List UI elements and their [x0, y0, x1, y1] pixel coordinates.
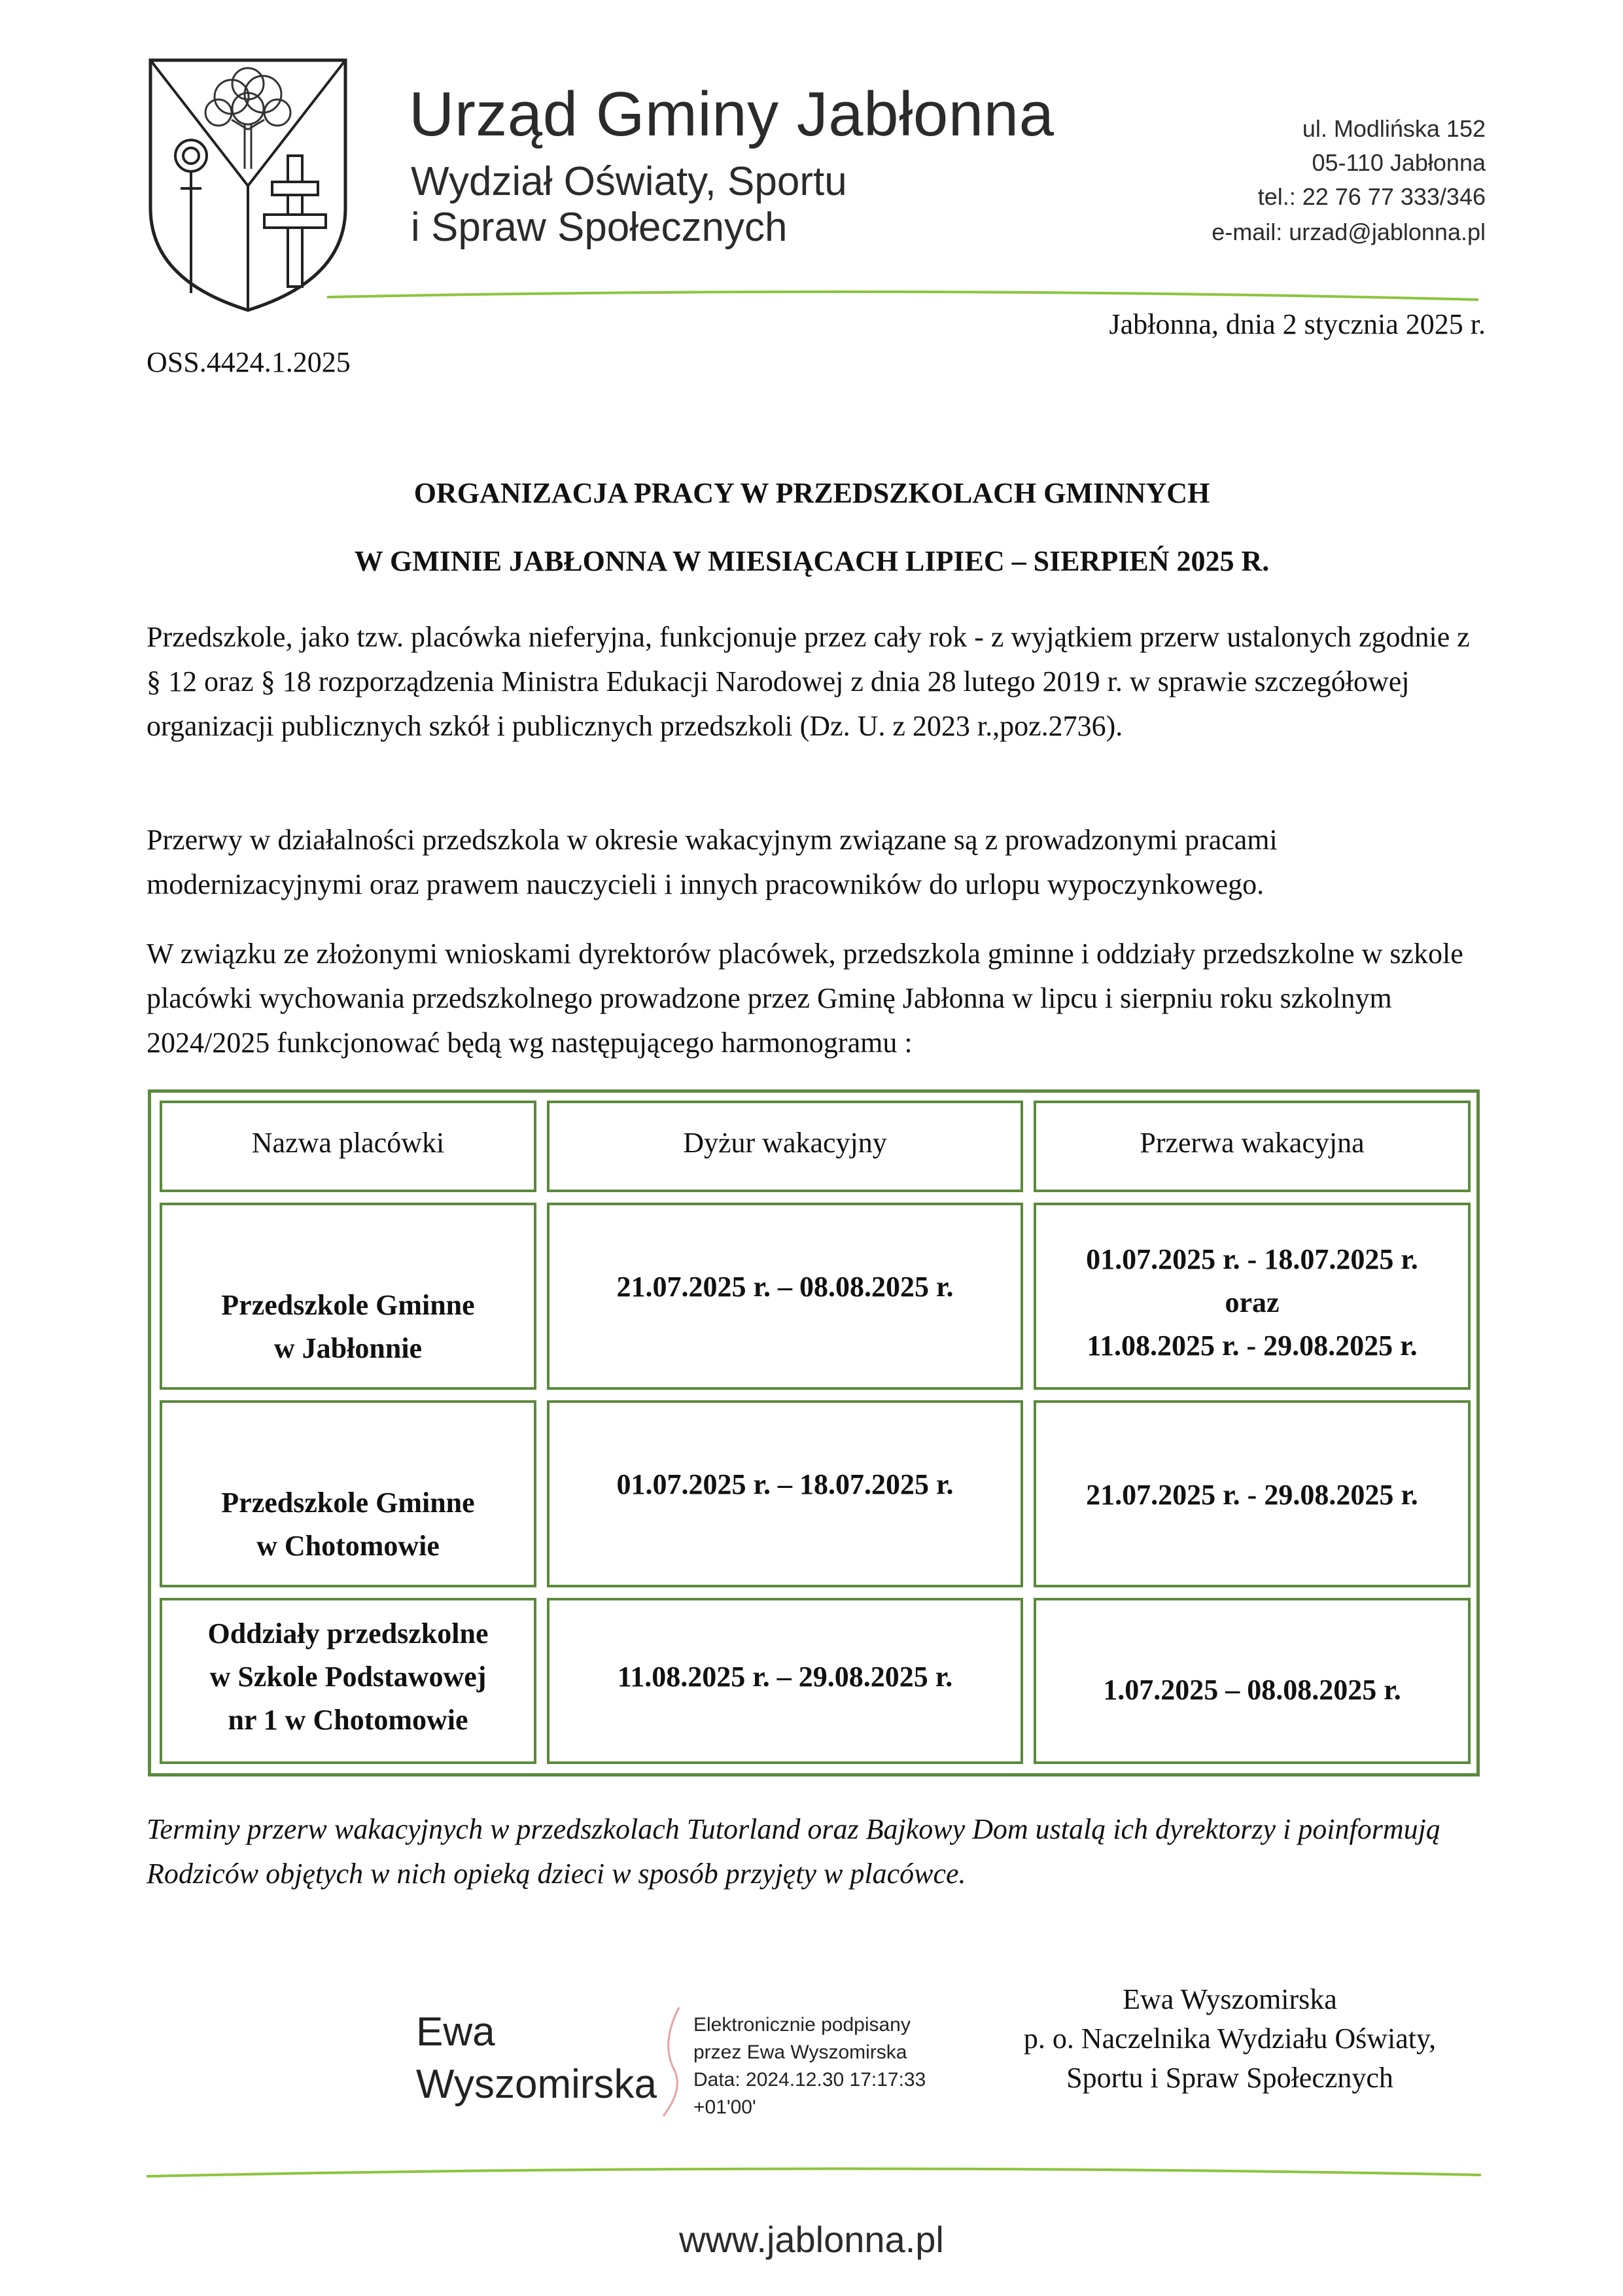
address-phone: tel.: 22 76 77 333/346: [1257, 183, 1486, 210]
document-date: Jabłonna, dnia 2 stycznia 2025 r.: [1109, 308, 1486, 340]
name-line: nr 1 w Chotomowie: [228, 1704, 468, 1736]
signature-info-line: +01'00': [693, 2096, 756, 2118]
header-label: Dyżur wakacyjny: [683, 1127, 887, 1159]
document-title-line-2: W GMINIE JABŁONNA W MIESIĄCACH LIPIEC – SIERPIEŃ 2025 R.: [354, 545, 1270, 577]
signer-role: p. o. Naczelnika Wydziału Oświaty,: [1023, 2022, 1437, 2055]
reference-number: OSS.4424.1.2025: [147, 346, 351, 378]
header-divider: [327, 283, 1478, 309]
footer-website-link[interactable]: www.jablonna.pl: [679, 2219, 944, 2260]
department-name-line-2: i Spraw Społecznych: [411, 205, 788, 250]
paragraph-1: Przedszkole, jako tzw. placówka nieferyjna, funkcjonuje przez cały rok - z wyjątkiem przerw ustalonych zgodnie z § 12 oraz § 18 rozporządzenia Ministra Edukacji Narodowej z dnia 28 lutego 2019 r. w sprawie szczegółowej organizacji publicznych szkół i publicznych przedszkoli (Dz. U. z 2023 r.,poz.2736).: [147, 621, 1470, 742]
name-line: Oddziały przedszkolne: [207, 1617, 489, 1650]
break-period: 01.07.2025 r. - 18.07.2025 r.: [1086, 1243, 1418, 1275]
signer-name: Ewa Wyszomirska: [1123, 1983, 1337, 2015]
table-row-3-break: [1034, 1598, 1471, 1764]
name-line: w Chotomowie: [256, 1530, 440, 1562]
signature-given-name: Ewa: [416, 2009, 495, 2055]
address-email: e-mail: urzad@jablonna.pl: [1212, 219, 1486, 245]
table-row-2-name: [160, 1400, 536, 1587]
duty-period: 11.08.2025 r. – 29.08.2025 r.: [617, 1661, 953, 1693]
document-title-line-1: ORGANIZACJA PRACY W PRZEDSZKOLACH GMINNYCH: [413, 477, 1210, 509]
address-street: ul. Modlińska 152: [1302, 115, 1486, 142]
signature-info-line: przez Ewa Wyszomirska: [693, 2041, 907, 2063]
table-header-cell: [547, 1101, 1023, 1192]
duty-period: 01.07.2025 r. – 18.07.2025 r.: [616, 1468, 954, 1500]
table-row-3-duty: [547, 1598, 1023, 1764]
signature-info-line: Data: 2024.12.30 17:17:33: [693, 2069, 926, 2091]
department-name-line-1: Wydział Oświaty, Sportu: [411, 159, 847, 204]
table-row-3-name: [160, 1598, 536, 1764]
paragraph-2: Przerwy w działalności przedszkola w okresie wakacyjnym związane są z prowadzonymi pracami modernizacyjnymi oraz prawem nauczycieli i innych pracowników do urlopu wypoczynkowego.: [147, 824, 1278, 900]
name-line: w Jabłonnie: [273, 1332, 423, 1364]
name-line: Przedszkole Gminne: [221, 1289, 475, 1321]
signature-info-line: Elektronicznie podpisany: [693, 2014, 911, 2036]
table-row-2-duty: [547, 1400, 1023, 1587]
break-connector: oraz: [1225, 1286, 1280, 1318]
duty-period: 21.07.2025 r. – 08.08.2025 r.: [616, 1271, 954, 1303]
table-row-2-break: [1034, 1400, 1471, 1587]
break-period: 11.08.2025 r. - 29.08.2025 r.: [1087, 1330, 1418, 1362]
break-period: 21.07.2025 r. - 29.08.2025 r.: [1086, 1479, 1418, 1511]
table-header-cell: [1034, 1101, 1471, 1192]
table-header-cell: [160, 1101, 536, 1192]
name-line: w Szkole Podstawowej: [209, 1661, 487, 1693]
break-period: 1.07.2025 – 08.08.2025 r.: [1103, 1674, 1401, 1706]
address-city: 05-110 Jabłonna: [1312, 149, 1486, 176]
header-label: Przerwa wakacyjna: [1140, 1127, 1365, 1159]
coat-of-arms-icon: [147, 58, 349, 313]
signature-family-name: Wyszomirska: [416, 2062, 657, 2107]
table-row-1-break: [1034, 1203, 1471, 1390]
table-row-1-duty: [547, 1203, 1023, 1390]
signature-stroke-icon: [654, 2004, 693, 2121]
closing-note: Terminy przerw wakacyjnych w przedszkolach Tutorland oraz Bajkowy Dom ustalą ich dyrektorzy i poinformują Rodziców objętych w nich opieką dzieci w sposób przyjęty w placówce.: [147, 1813, 1440, 1890]
table-row-1-name: [160, 1203, 536, 1390]
name-line: Przedszkole Gminne: [221, 1487, 475, 1519]
signer-role: Sportu i Spraw Społecznych: [1066, 2062, 1393, 2094]
organization-name: Urząd Gminy Jabłonna: [409, 79, 1055, 149]
paragraph-3: W związku ze złożonymi wnioskami dyrektorów placówek, przedszkola gminne i oddziały przedszkolne w szkole placówki wychowania przedszkolnego prowadzone przez Gminę Jabłonna w lipcu i sierpniu roku szkolnym 2024/2025 funkcjonować będą wg następującego harmonogramu :: [147, 938, 1463, 1059]
footer-divider: [147, 2159, 1481, 2185]
header-label: Nazwa placówki: [251, 1127, 445, 1159]
